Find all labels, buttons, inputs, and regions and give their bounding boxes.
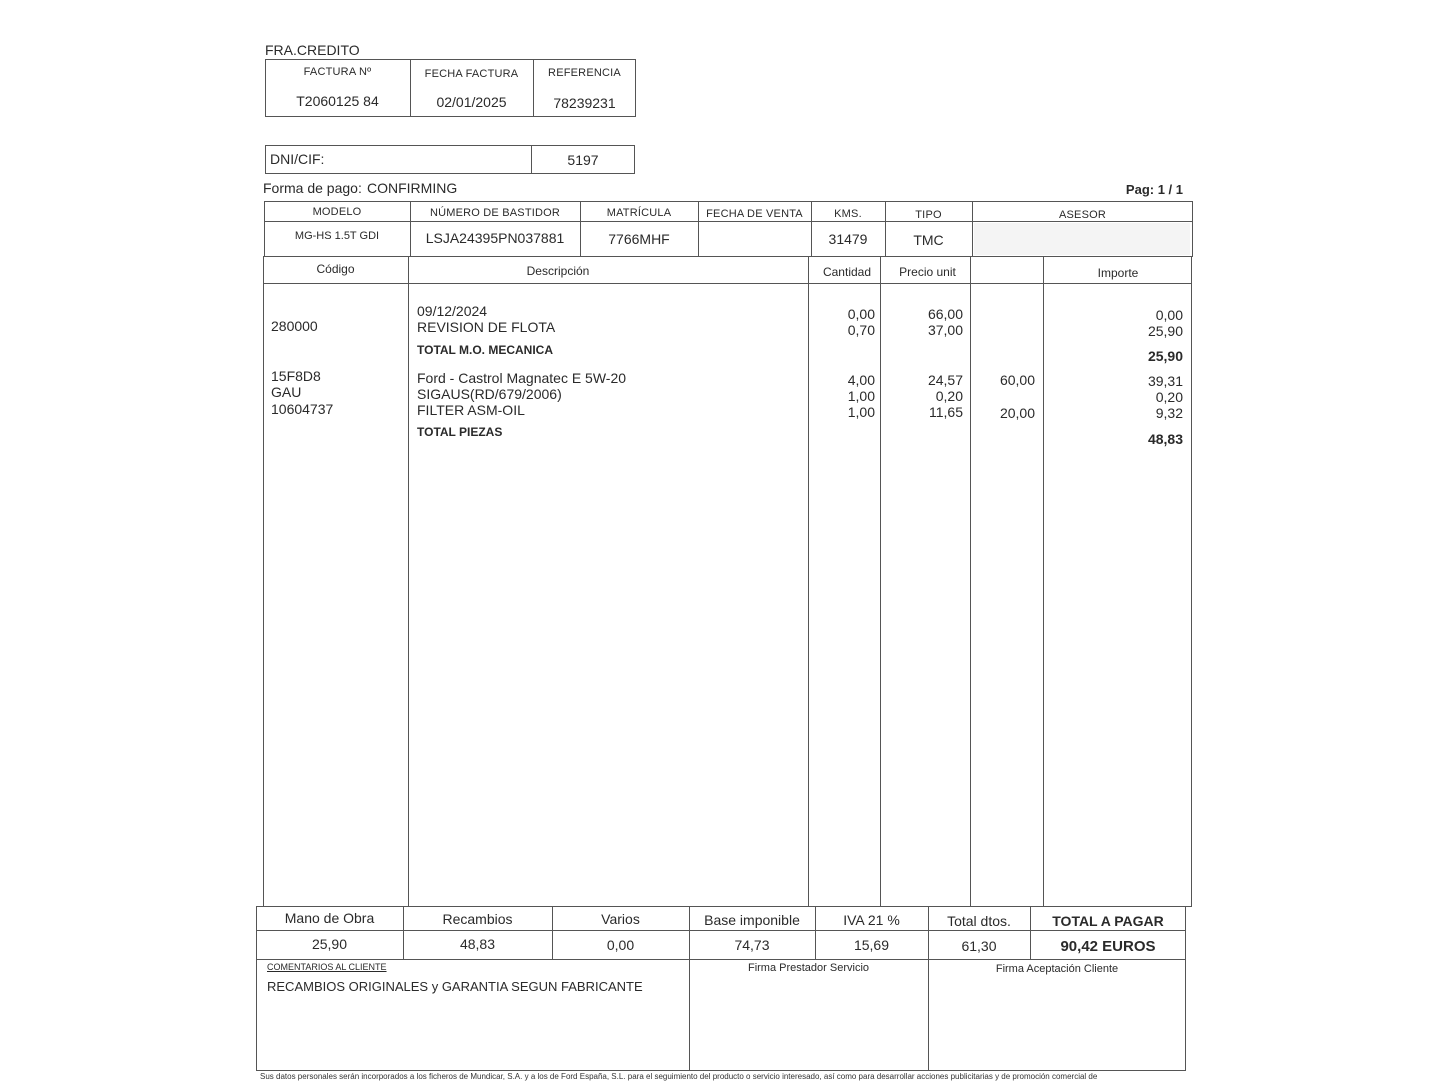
recambios-value: 48,83 bbox=[459, 936, 496, 952]
total-pagar-label: TOTAL A PAGAR bbox=[1052, 913, 1164, 929]
total-dtos-label: Total dtos. bbox=[947, 913, 1011, 929]
tipo-value: TMC bbox=[913, 232, 944, 248]
line-description: SIGAUS(RD/679/2006) bbox=[417, 386, 562, 402]
fecha-factura-label: FECHA FACTURA bbox=[424, 68, 519, 80]
line-quantity: 0,00 bbox=[847, 306, 875, 322]
line-quantity: 1,00 bbox=[847, 388, 875, 404]
line-quantity: 0,70 bbox=[847, 322, 875, 338]
line-unit-price: 24,57 bbox=[927, 372, 963, 388]
line-amount: 9,32 bbox=[1155, 405, 1183, 421]
bastidor-header: NÚMERO DE BASTIDOR bbox=[429, 207, 561, 219]
legal-footer: Sus datos personales serán incorporados a los ficheros de Mundicar, S.A. y a los de Ford España, S.L. para el seguimiento del producto o servicio interesado, así como para desarrollar acciones publicitarias y de promoción comercial de bbox=[260, 1073, 1098, 1081]
dni-value: 5197 bbox=[567, 152, 599, 168]
line-amount: 0,00 bbox=[1155, 307, 1183, 323]
codigo-header: Código bbox=[316, 262, 355, 276]
precio-header: Precio unit bbox=[899, 265, 956, 279]
line-discount: 60,00 bbox=[999, 372, 1035, 388]
divider bbox=[256, 930, 1186, 931]
divider bbox=[808, 256, 809, 907]
line-amount: 39,31 bbox=[1147, 373, 1183, 389]
page-number: Pag: 1 / 1 bbox=[1125, 182, 1183, 197]
line-code: 15F8D8 bbox=[271, 368, 321, 384]
payment-label: Forma de pago: bbox=[263, 180, 362, 196]
mano-obra-value: 25,90 bbox=[311, 936, 348, 952]
varios-value: 0,00 bbox=[606, 937, 635, 953]
kms-value: 31479 bbox=[828, 231, 868, 247]
line-quantity: 1,00 bbox=[847, 404, 875, 420]
total-piezas-value: 48,83 bbox=[1147, 431, 1183, 447]
bastidor-value: LSJA24395PN037881 bbox=[425, 230, 565, 246]
referencia-value: 78239231 bbox=[553, 95, 616, 111]
descripcion-header: Descripción bbox=[526, 264, 590, 278]
divider bbox=[928, 959, 929, 1071]
fecha-venta-header: FECHA DE VENTA bbox=[706, 208, 803, 220]
total-dtos-value: 61,30 bbox=[961, 938, 997, 954]
matricula-value: 7766MHF bbox=[608, 231, 670, 247]
base-imponible-value: 74,73 bbox=[734, 937, 770, 953]
modelo-header: MODELO bbox=[312, 206, 362, 218]
dni-label: DNI/CIF: bbox=[270, 151, 325, 167]
mano-obra-label: Mano de Obra bbox=[284, 910, 375, 926]
payment-value: CONFIRMING bbox=[367, 180, 458, 196]
cantidad-header: Cantidad bbox=[822, 265, 872, 279]
factura-number: T2060125 84 bbox=[296, 93, 379, 109]
modelo-value: MG-HS 1.5T GDI bbox=[294, 230, 380, 242]
line-description: FILTER ASM-OIL bbox=[417, 402, 525, 418]
line-description: 09/12/2024 bbox=[417, 303, 488, 319]
line-code: 280000 bbox=[271, 318, 318, 334]
line-unit-price: 66,00 bbox=[927, 306, 963, 322]
referencia-label: REFERENCIA bbox=[548, 67, 621, 79]
iva-value: 15,69 bbox=[853, 937, 890, 953]
fecha-factura-value: 02/01/2025 bbox=[436, 94, 507, 110]
total-piezas-label: TOTAL PIEZAS bbox=[417, 425, 503, 439]
matricula-header: MATRÍCULA bbox=[606, 207, 672, 219]
asesor-redacted bbox=[974, 223, 1190, 255]
line-unit-price: 0,20 bbox=[935, 388, 963, 404]
divider bbox=[264, 221, 1193, 222]
line-code: GAU bbox=[271, 384, 302, 400]
varios-label: Varios bbox=[601, 911, 640, 927]
divider bbox=[880, 256, 881, 907]
tipo-header: TIPO bbox=[915, 209, 942, 221]
comments-label: COMENTARIOS AL CLIENTE bbox=[267, 962, 387, 972]
divider bbox=[408, 256, 409, 907]
divider bbox=[263, 283, 1192, 284]
base-imponible-label: Base imponible bbox=[704, 912, 800, 928]
line-discount: 20,00 bbox=[999, 405, 1035, 421]
comments-box bbox=[256, 959, 1186, 1071]
asesor-header: ASESOR bbox=[1058, 209, 1107, 221]
line-unit-price: 37,00 bbox=[927, 322, 963, 338]
total-pagar-value: 90,42 EUROS bbox=[1060, 938, 1156, 955]
line-amount: 0,20 bbox=[1155, 389, 1183, 405]
total-mo-label: TOTAL M.O. MECANICA bbox=[417, 343, 553, 357]
firma-cliente-label: Firma Aceptación Cliente bbox=[995, 963, 1119, 975]
line-description: Ford - Castrol Magnatec E 5W-20 bbox=[417, 370, 627, 386]
line-amount: 25,90 bbox=[1147, 323, 1183, 339]
lines-box bbox=[263, 256, 1192, 907]
divider bbox=[970, 256, 971, 907]
line-code: 10604737 bbox=[271, 401, 334, 417]
kms-header: KMS. bbox=[834, 208, 862, 220]
total-mo-value: 25,90 bbox=[1147, 348, 1183, 364]
line-unit-price: 11,65 bbox=[929, 404, 963, 420]
recambios-label: Recambios bbox=[442, 911, 513, 927]
line-quantity: 4,00 bbox=[847, 372, 875, 388]
divider bbox=[1043, 256, 1044, 907]
comments-text: RECAMBIOS ORIGINALES y GARANTIA SEGUN FABRICANTE bbox=[267, 979, 643, 994]
line-description: REVISION DE FLOTA bbox=[417, 319, 556, 335]
factura-label: FACTURA Nº bbox=[303, 66, 372, 78]
iva-label: IVA 21 % bbox=[843, 912, 900, 928]
divider bbox=[689, 959, 690, 1071]
document-title: FRA.CREDITO bbox=[265, 42, 360, 58]
importe-header: Importe bbox=[1097, 266, 1139, 280]
firma-prestador-label: Firma Prestador Servicio bbox=[747, 962, 870, 974]
